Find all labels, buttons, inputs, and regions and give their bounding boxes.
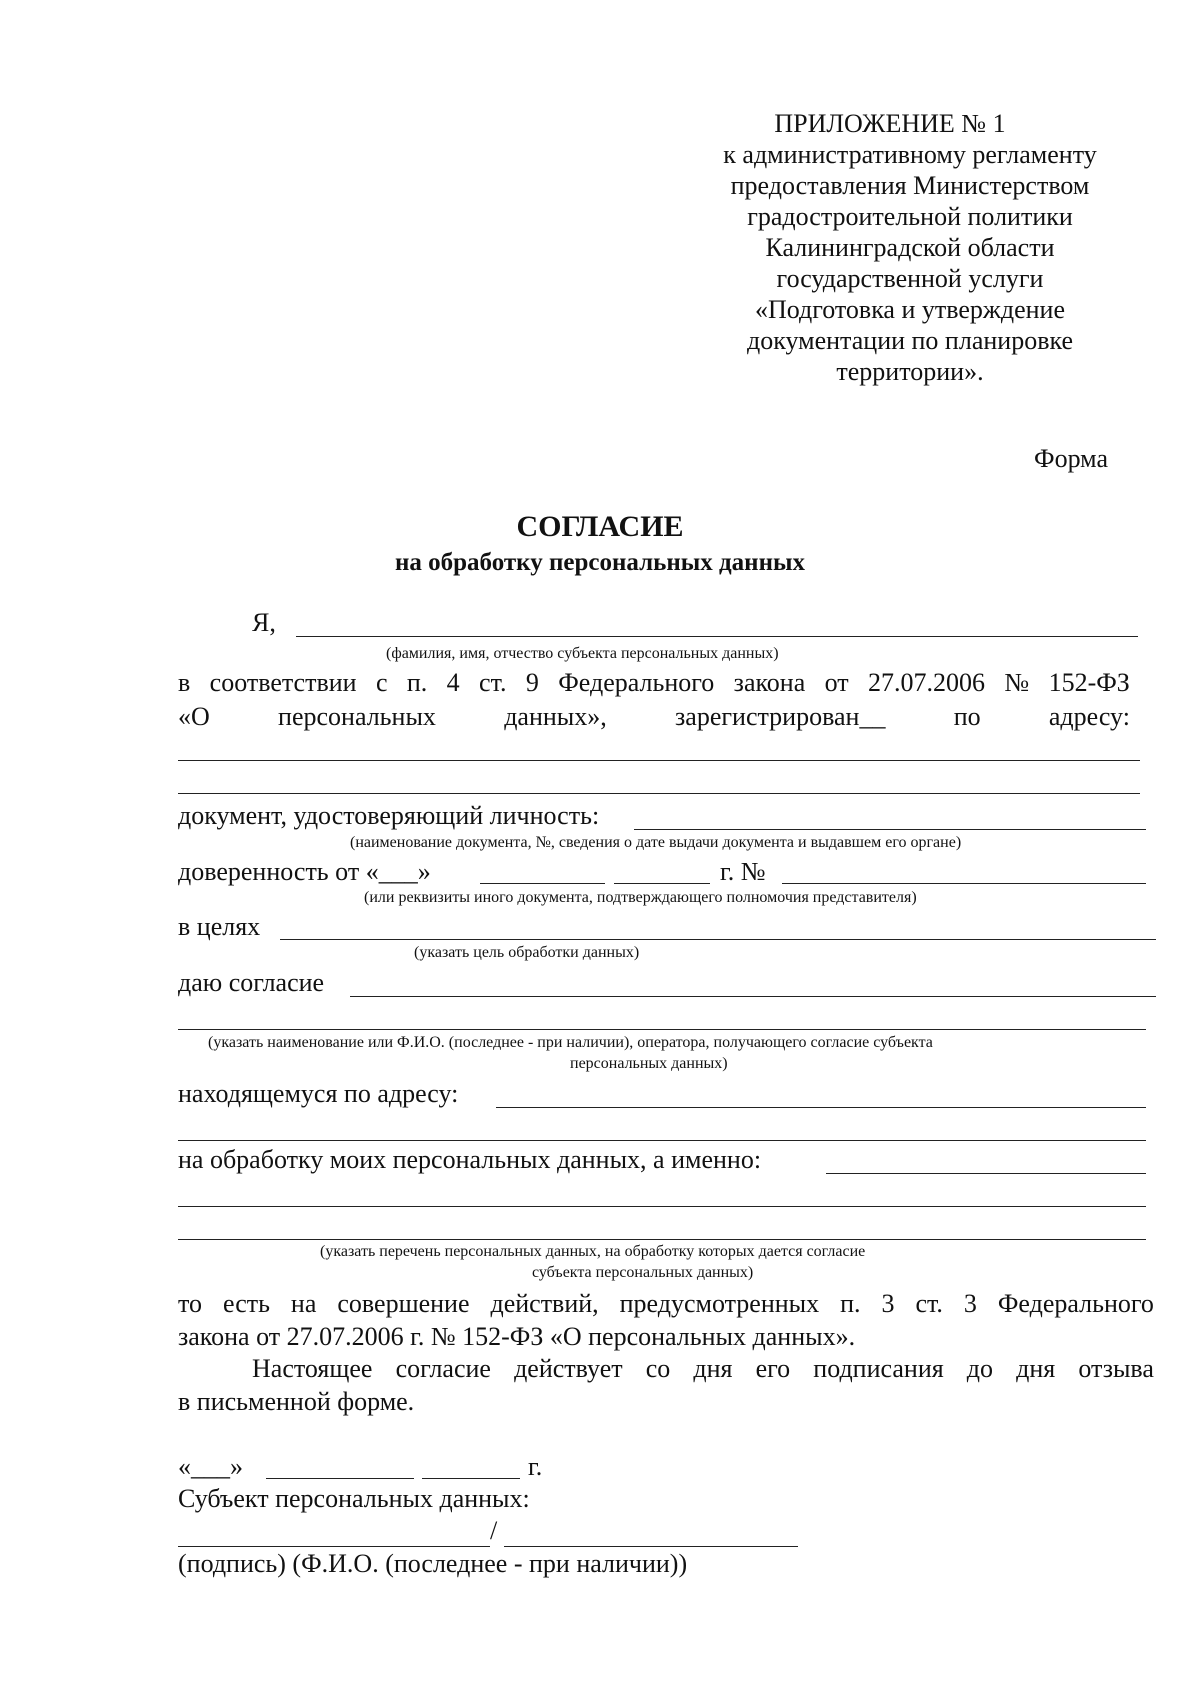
word: зарегистрирован__ <box>675 702 886 731</box>
word: действует <box>514 1354 623 1383</box>
document-subtitle: на обработку персональных данных <box>395 549 805 576</box>
word: в <box>178 668 191 697</box>
word: № <box>1004 668 1030 697</box>
appendix-line: государственной услуги <box>776 264 1044 293</box>
data-list-field-1[interactable] <box>826 1173 1146 1174</box>
word: Федерального <box>558 668 715 697</box>
word: закона <box>733 668 806 697</box>
word: 27.07.2006 <box>868 668 986 697</box>
operator-address-field-1[interactable] <box>496 1107 1146 1108</box>
word: Настоящее <box>252 1354 373 1383</box>
appendix-line: территории». <box>836 357 984 386</box>
date-day: «___» <box>178 1452 243 1481</box>
date-year-label: г. <box>528 1452 543 1481</box>
word: данных», <box>504 702 607 731</box>
word: 3 <box>881 1289 895 1318</box>
subject-label: Субъект персональных данных: <box>178 1484 530 1513</box>
operator-field-1[interactable] <box>350 996 1156 997</box>
word: п. <box>840 1289 861 1318</box>
word: дня <box>693 1354 733 1383</box>
id-document-label: документ, удостоверяющий личность: <box>178 801 600 830</box>
word: отзыва <box>1078 1354 1154 1383</box>
document-title: СОГЛАСИЕ <box>516 510 684 543</box>
address-field-1[interactable] <box>178 760 1140 761</box>
word: Федерального <box>997 1289 1154 1318</box>
word: 3 <box>963 1289 977 1318</box>
signature-slash: / <box>490 1516 498 1545</box>
word: по <box>953 702 981 731</box>
appendix-header <box>700 108 1120 387</box>
operator-address-label: находящемуся по адресу: <box>178 1079 459 1108</box>
validity-line-1 <box>252 1354 1154 1384</box>
word: его <box>755 1354 791 1383</box>
proxy-month-field[interactable] <box>480 883 605 884</box>
data-list-field-2[interactable] <box>178 1206 1146 1207</box>
validity-line-2: в письменной форме. <box>178 1387 415 1416</box>
id-document-field[interactable] <box>634 829 1146 830</box>
id-document-note: (наименование документа, №, сведения о дате выдачи документа и выдавшем его органе) <box>350 834 962 851</box>
word: до <box>966 1354 994 1383</box>
word: есть <box>223 1289 270 1318</box>
operator-address-field-2[interactable] <box>178 1140 1146 1141</box>
word: ст. <box>479 668 507 697</box>
word: то <box>178 1289 203 1318</box>
operator-field-2[interactable] <box>178 1029 1146 1030</box>
word: соответствии <box>209 668 357 697</box>
word: персональных <box>278 702 436 731</box>
date-year-field[interactable] <box>422 1478 520 1479</box>
word: адресу: <box>1048 702 1130 731</box>
word: от <box>824 668 849 697</box>
word: п. <box>406 668 428 697</box>
i-label: Я, <box>252 608 276 637</box>
signature-field[interactable] <box>178 1546 490 1547</box>
date-month-field[interactable] <box>266 1478 414 1479</box>
appendix-line: градостроительной политики <box>747 202 1073 231</box>
purpose-field[interactable] <box>280 939 1156 940</box>
appendix-line: предоставления Министерством <box>730 171 1090 200</box>
proxy-number-field[interactable] <box>782 883 1146 884</box>
law-reference-line <box>178 668 1130 698</box>
operator-note-2: персональных данных) <box>570 1055 728 1072</box>
data-list-field-3[interactable] <box>178 1239 1146 1240</box>
word: предусмотренных <box>619 1289 820 1318</box>
word: согласие <box>395 1354 491 1383</box>
word: с <box>375 668 388 697</box>
word: действий, <box>490 1289 599 1318</box>
form-label: Форма <box>1034 444 1108 473</box>
proxy-label: доверенность от «___» <box>178 857 431 886</box>
word: совершение <box>337 1289 470 1318</box>
word: на <box>290 1289 317 1318</box>
data-list-note-1: (указать перечень персональных данных, на обработку которых дается согласие <box>320 1243 866 1260</box>
registered-address-line <box>178 702 1130 732</box>
appendix-line: «Подготовка и утверждение <box>754 295 1066 324</box>
signature-name-field[interactable] <box>504 1546 798 1547</box>
appendix-line: Калининградской области <box>765 233 1055 262</box>
proxy-note: (или реквизиты иного документа, подтверждающего полномочия представителя) <box>364 889 917 906</box>
fio-note: (фамилия, имя, отчество субъекта персональных данных) <box>386 645 779 662</box>
actions-line-2: закона от 27.07.2006 г. № 152-ФЗ «О персональных данных». <box>178 1322 856 1351</box>
word: ст. <box>915 1289 943 1318</box>
word: «О <box>178 702 210 731</box>
signature-caption: (подпись) (Ф.И.О. (последнее - при наличии)) <box>178 1549 688 1578</box>
purpose-label: в целях <box>178 912 261 941</box>
purpose-note: (указать цель обработки данных) <box>414 944 640 961</box>
word: 4 <box>446 668 460 697</box>
word: со <box>645 1354 671 1383</box>
word: подписания <box>813 1354 944 1383</box>
processing-label: на обработку моих персональных данных, а именно: <box>178 1145 762 1174</box>
proxy-year-field[interactable] <box>614 883 710 884</box>
actions-line-1 <box>178 1289 1154 1319</box>
address-field-2[interactable] <box>178 793 1140 794</box>
fio-field[interactable] <box>296 636 1138 637</box>
appendix-line: к административному регламенту <box>723 140 1097 169</box>
word: 152-ФЗ <box>1048 668 1130 697</box>
appendix-title: ПРИЛОЖЕНИЕ № 1 <box>774 109 1006 138</box>
operator-note-1: (указать наименование или Ф.И.О. (последнее - при наличии), оператора, получающего согласие субъекта <box>208 1034 933 1051</box>
word: дня <box>1016 1354 1056 1383</box>
data-list-note-2: субъекта персональных данных) <box>532 1264 754 1281</box>
proxy-number-label: г. № <box>720 857 766 886</box>
consent-label: даю согласие <box>178 968 325 997</box>
word: 9 <box>525 668 539 697</box>
appendix-line: документации по планировке <box>747 326 1073 355</box>
